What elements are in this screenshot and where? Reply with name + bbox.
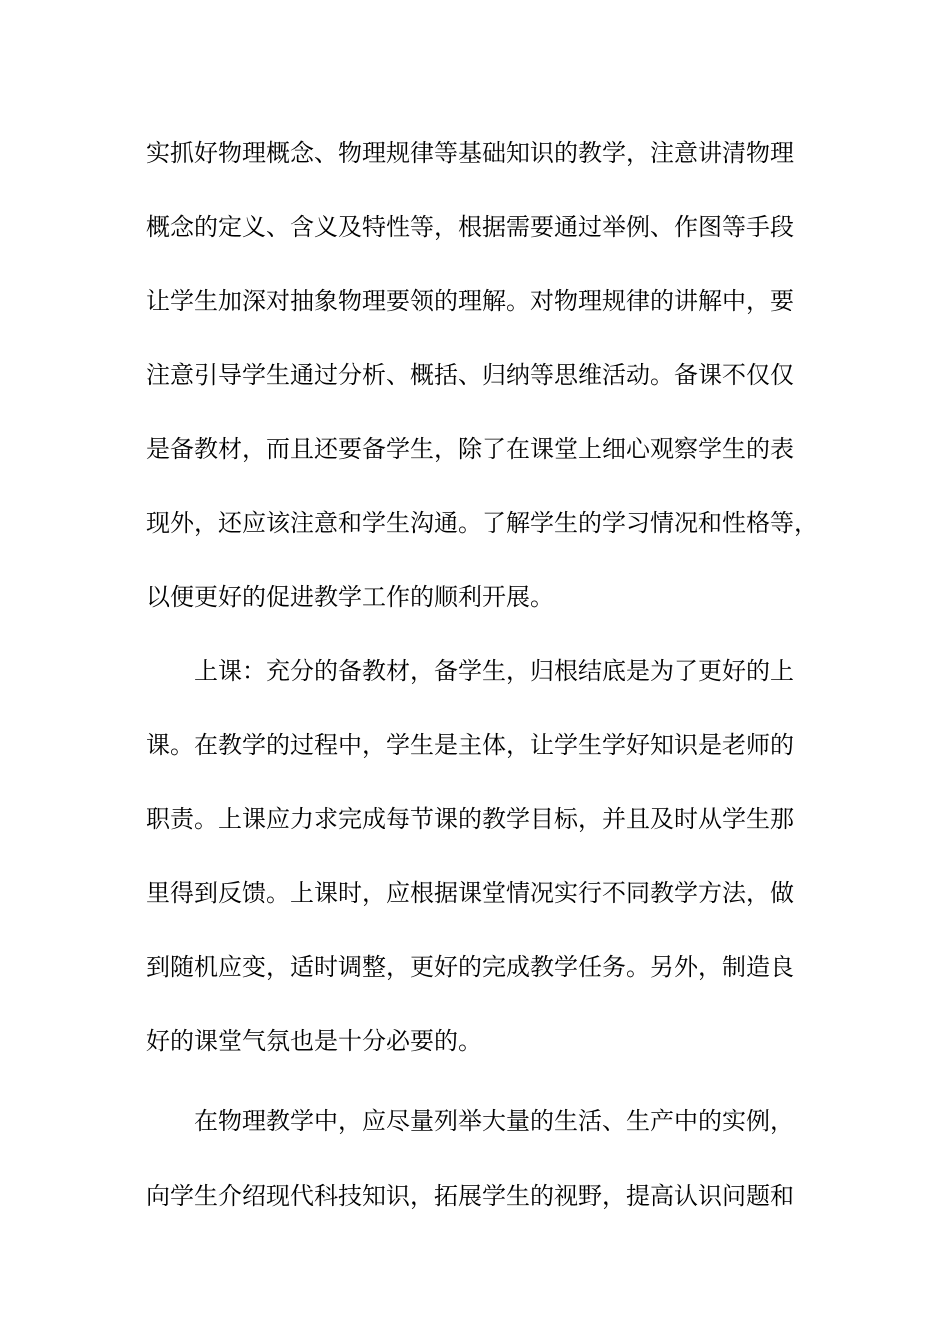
text-line: 实抓好物理概念、物理规律等基础知识的教学，注意讲清物理 bbox=[146, 139, 794, 167]
text-line: 概念的定义、含义及特性等，根据需要通过举例、作图等手段 bbox=[146, 213, 794, 241]
text-line: 是备教材，而且还要备学生，除了在课堂上细心观察学生的表 bbox=[146, 435, 794, 463]
text-line: 以便更好的促进教学工作的顺利开展。 bbox=[146, 583, 554, 611]
text-line: 到随机应变，适时调整，更好的完成教学任务。另外，制造良 bbox=[146, 953, 794, 981]
text-line: 职责。上课应力求完成每节课的教学目标，并且及时从学生那 bbox=[146, 805, 794, 833]
text-line: 让学生加深对抽象物理要领的理解。对物理规律的讲解中，要 bbox=[146, 287, 794, 315]
text-line: 里得到反馈。上课时，应根据课堂情况实行不同教学方法，做 bbox=[146, 879, 794, 907]
text-line: 课。在教学的过程中，学生是主体，让学生学好知识是老师的 bbox=[146, 731, 794, 759]
text-line: 好的课堂气氛也是十分必要的。 bbox=[146, 1027, 482, 1055]
paragraph-first-line: 上课：充分的备教材，备学生，归根结底是为了更好的上 bbox=[194, 657, 794, 685]
paragraph-first-line: 在物理教学中，应尽量列举大量的生活、生产中的实例， bbox=[194, 1107, 794, 1135]
text-line: 注意引导学生通过分析、概括、归纳等思维活动。备课不仅仅 bbox=[146, 361, 794, 389]
text-line: 现外，还应该注意和学生沟通。了解学生的学习情况和性格等， bbox=[146, 509, 818, 537]
text-line: 向学生介绍现代科技知识，拓展学生的视野，提高认识问题和 bbox=[146, 1182, 794, 1210]
